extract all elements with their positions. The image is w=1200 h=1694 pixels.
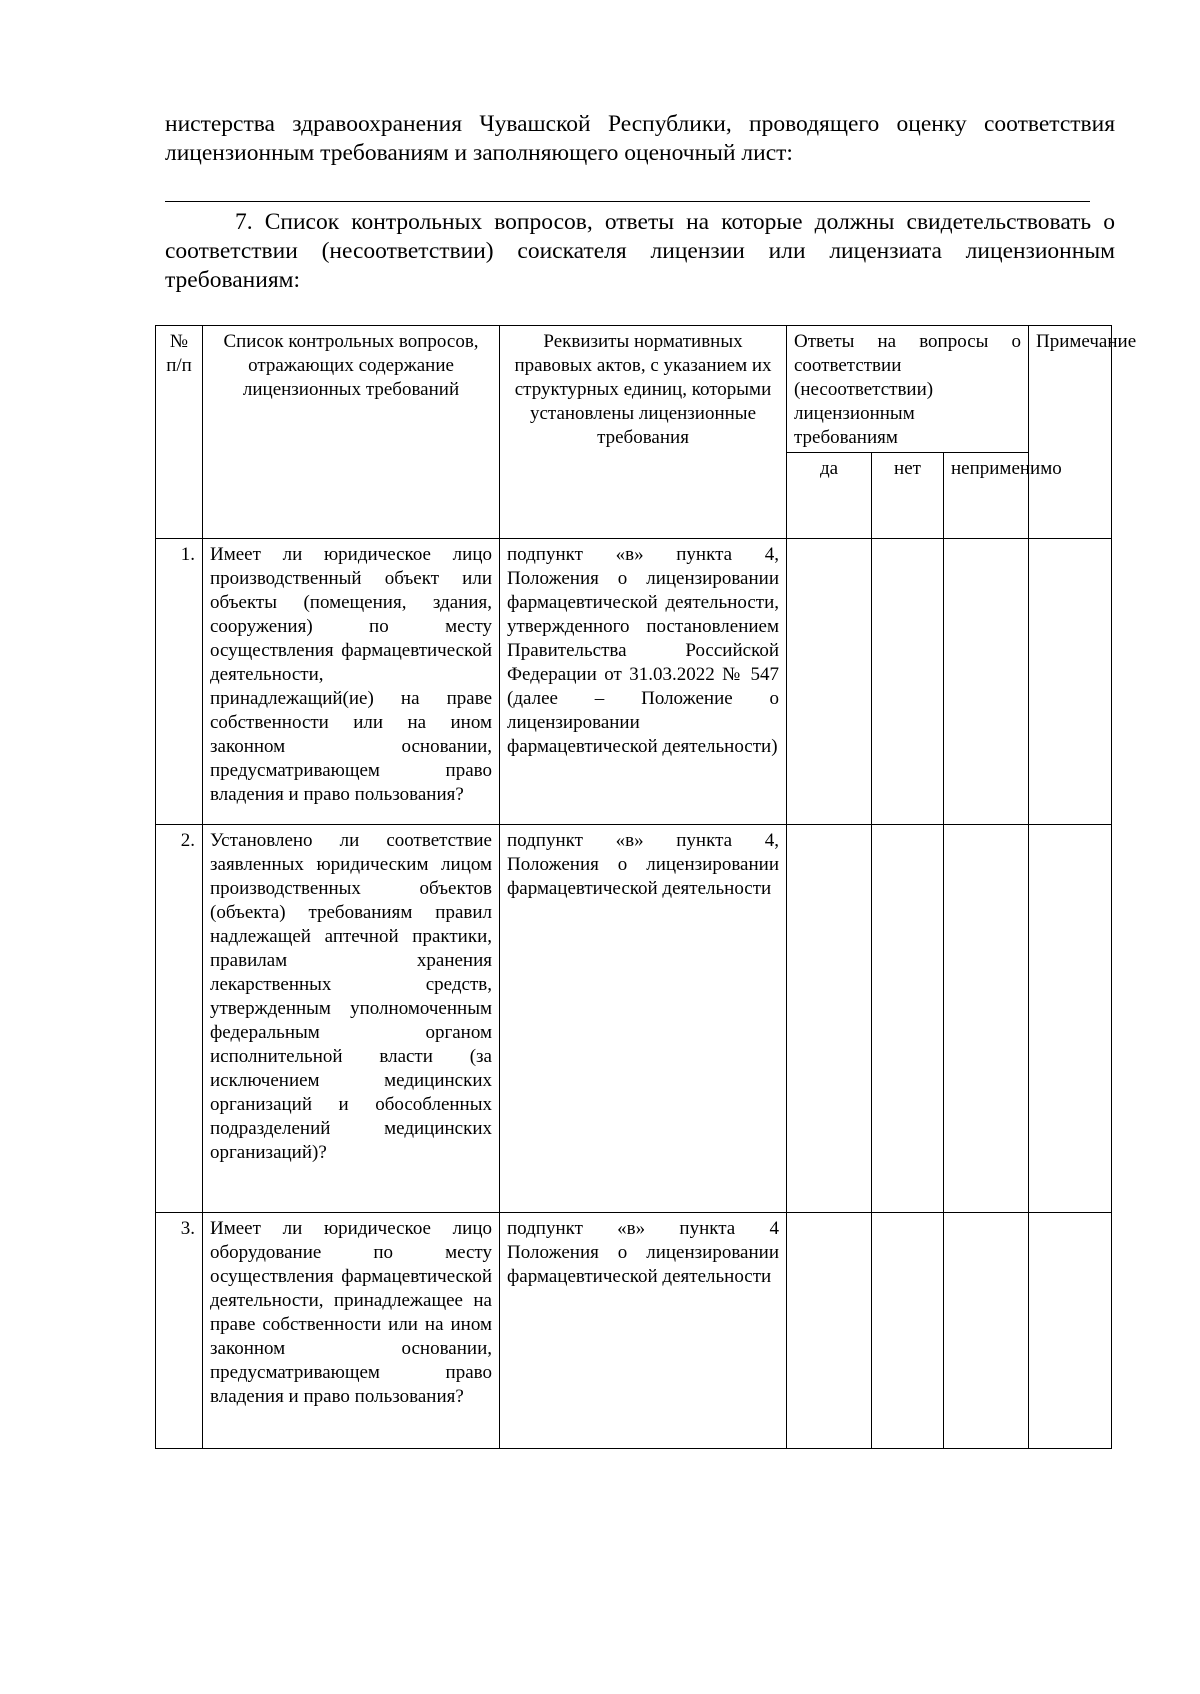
header-note: Примечание <box>1029 326 1112 539</box>
note-cell[interactable] <box>1029 1213 1112 1449</box>
row-requisite: подпункт «в» пункта 4, Положения о лицензировании фармацевтической деятельности <box>500 825 787 1213</box>
checklist-table <box>155 325 1137 1449</box>
answer-no-cell[interactable] <box>872 539 944 825</box>
table-row <box>156 825 1112 1213</box>
answer-no-cell[interactable] <box>872 825 944 1213</box>
answer-na-cell[interactable] <box>944 539 1029 825</box>
row-number: 2. <box>156 825 203 1213</box>
table-row <box>156 1213 1112 1449</box>
row-question: Имеет ли юридическое лицо производственный объект или объекты (помещения, здания, сооружения) по месту осуществления фармацевтической деятельности, принадлежащий(ие) на праве собственности или на ином законном основании, предусматривающем право владения и право пользования? <box>203 539 500 825</box>
table-row <box>156 539 1112 825</box>
answer-na-cell[interactable] <box>944 825 1029 1213</box>
header-not-applicable: неприменимо <box>944 453 1029 539</box>
note-cell[interactable] <box>1029 825 1112 1213</box>
header-row <box>156 326 1112 453</box>
answer-no-cell[interactable] <box>872 1213 944 1449</box>
answer-na-cell[interactable] <box>944 1213 1029 1449</box>
row-question: Имеет ли юридическое лицо оборудование по месту осуществления фармацевтической деятельности, принадлежащее на праве собственности или на ином законном основании, предусматривающем право владения и право пользования? <box>203 1213 500 1449</box>
row-question: Установлено ли соответствие заявленных юридическим лицом производственных объектов (объекта) требованиям правил надлежащей аптечной практики, правилам хранения лекарственных средств, утвержденным уполномоченным федеральным органом исполнительной власти (за исключением медицинских организаций и обособленных подразделений медицинских организаций)? <box>203 825 500 1213</box>
row-number: 3. <box>156 1213 203 1449</box>
answer-yes-cell[interactable] <box>787 1213 872 1449</box>
header-yes: да <box>787 453 872 539</box>
header-no: нет <box>872 453 944 539</box>
header-requisites: Реквизиты нормативных правовых актов, с указанием их структурных единиц, которыми установлены лицензионные требования <box>500 326 787 539</box>
header-answers: Ответы на вопросы о соответствии (несоответствии) лицензионным требованиям <box>787 326 1029 453</box>
signature-line <box>165 201 1090 202</box>
intro-paragraph: нистерства здравоохранения Чувашской Республики, проводящего оценку соответствия лицензионным требованиям и заполняющего оценочный лист: <box>165 111 1115 166</box>
section-heading: 7. Список контрольных вопросов, ответы на которые должны свидетельствовать о соответствии (несоответствии) соискателя лицензии или лицензиата лицензионным требованиям: <box>165 209 1115 293</box>
answer-yes-cell[interactable] <box>787 825 872 1213</box>
answer-yes-cell[interactable] <box>787 539 872 825</box>
row-requisite: подпункт «в» пункта 4 Положения о лицензировании фармацевтической деятельности <box>500 1213 787 1449</box>
header-num: № п/п <box>156 326 203 539</box>
note-cell[interactable] <box>1029 539 1112 825</box>
row-requisite: подпункт «в» пункта 4, Положения о лицензировании фармацевтической деятельности, утвержденного постановлением Правительства Российской Федерации от 31.03.2022 № 547 (далее – Положение о лицензировании фармацевтической деятельности) <box>500 539 787 825</box>
header-questions: Список контрольных вопросов, отражающих содержание лицензионных требований <box>203 326 500 539</box>
row-number: 1. <box>156 539 203 825</box>
